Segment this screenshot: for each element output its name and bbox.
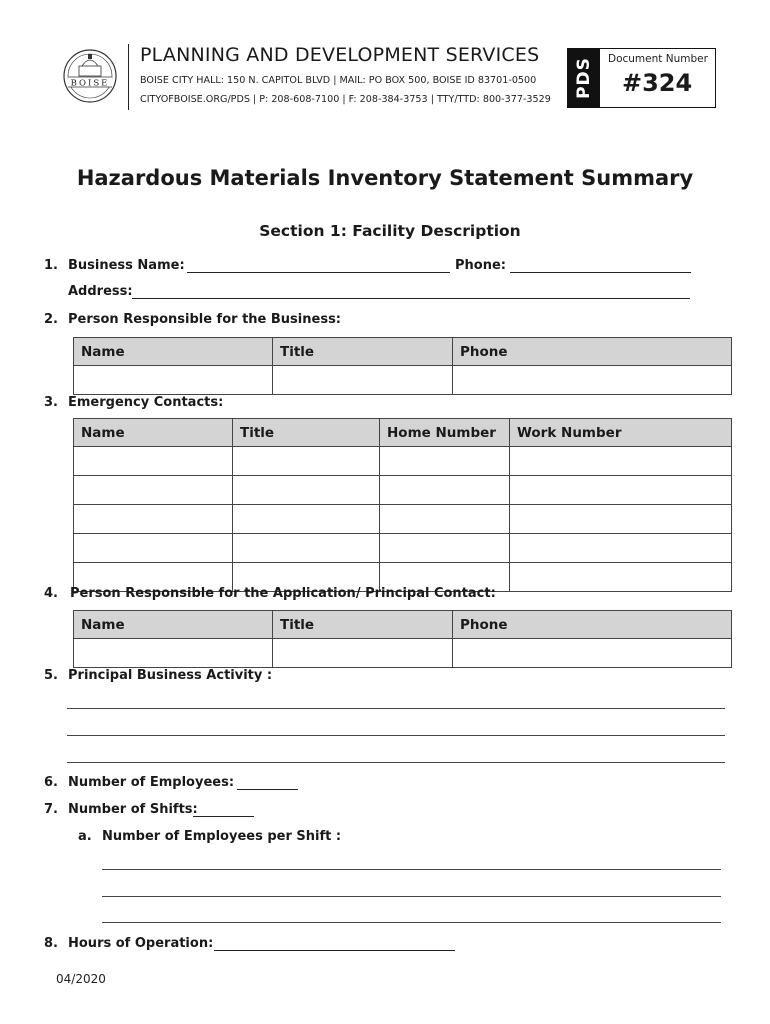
table-cell[interactable] [453, 366, 732, 395]
table-cell[interactable] [453, 639, 732, 668]
person-responsible-table [73, 337, 732, 395]
revision-date: 04/2020 [56, 972, 106, 986]
business-activity-label: Principal Business Activity : [68, 668, 273, 683]
employees-per-shift-line[interactable] [102, 896, 721, 897]
emergency-contacts-table [73, 418, 732, 592]
q7a-letter: a. [78, 829, 92, 844]
table-header: Phone [453, 338, 732, 366]
table-cell[interactable] [74, 534, 233, 563]
table-cell[interactable] [233, 476, 380, 505]
document-number: #324 [622, 69, 693, 97]
hours-operation-label: Hours of Operation: [68, 936, 214, 951]
table-cell[interactable] [510, 563, 732, 592]
section-heading: Section 1: Facility Description [259, 222, 521, 240]
q5-number: 5. [44, 668, 58, 683]
pds-tab: PDS [568, 49, 600, 107]
employees-per-shift-line[interactable] [102, 869, 721, 870]
num-shifts-label: Number of Shifts: [68, 802, 198, 817]
logo-text: BOISE [70, 78, 110, 89]
table-cell[interactable] [74, 366, 273, 395]
q8-number: 8. [44, 936, 58, 951]
num-employees-field[interactable] [237, 789, 298, 790]
table-cell[interactable] [510, 505, 732, 534]
header-divider [128, 44, 129, 110]
principal-contact-label: Person Responsible for the Application/ Principal Contact: [70, 586, 496, 601]
q7-number: 7. [44, 802, 58, 817]
business-activity-line[interactable] [67, 762, 725, 763]
table-header: Work Number [510, 419, 732, 447]
table-cell[interactable] [74, 476, 233, 505]
table-cell[interactable] [380, 447, 510, 476]
form-title: Hazardous Materials Inventory Statement Summary [76, 166, 694, 190]
contact-line: CITYOFBOISE.ORG/PDS | P: 208-608-7100 | F: 208-384-3753 | TTY/TTD: 800-377-3529 [140, 94, 551, 105]
table-cell[interactable] [380, 476, 510, 505]
business-activity-line[interactable] [67, 735, 725, 736]
table-cell[interactable] [273, 639, 453, 668]
business-activity-line[interactable] [67, 708, 725, 709]
emergency-contacts-label: Emergency Contacts: [68, 395, 224, 410]
table-cell[interactable] [380, 505, 510, 534]
address-line: BOISE CITY HALL: 150 N. CAPITOL BLVD | MAIL: PO BOX 500, BOISE ID 83701-0500 [140, 75, 537, 86]
q4-number: 4. [44, 586, 58, 601]
phone-label: Phone: [455, 258, 506, 273]
table-cell[interactable] [233, 447, 380, 476]
table-cell[interactable] [273, 366, 453, 395]
table-header: Name [74, 611, 273, 639]
table-header: Title [233, 419, 380, 447]
hours-operation-field[interactable] [214, 950, 455, 951]
table-cell[interactable] [510, 534, 732, 563]
q2-number: 2. [44, 312, 58, 327]
table-cell[interactable] [380, 534, 510, 563]
table-header: Name [74, 338, 273, 366]
employees-per-shift-label: Number of Employees per Shift : [102, 829, 342, 844]
city-seal-logo [62, 48, 118, 104]
principal-contact-table [73, 610, 732, 668]
person-responsible-label: Person Responsible for the Business: [68, 312, 341, 327]
num-shifts-field[interactable] [193, 816, 254, 817]
table-cell[interactable] [74, 639, 273, 668]
table-cell[interactable] [74, 447, 233, 476]
table-cell[interactable] [233, 505, 380, 534]
q3-number: 3. [44, 395, 58, 410]
org-name: PLANNING AND DEVELOPMENT SERVICES [140, 44, 540, 66]
table-cell[interactable] [510, 447, 732, 476]
q1-number: 1. [44, 258, 58, 273]
table-cell[interactable] [510, 476, 732, 505]
q6-number: 6. [44, 775, 58, 790]
table-header: Title [273, 611, 453, 639]
document-number-label: Document Number [608, 53, 708, 65]
address-field[interactable] [132, 298, 690, 299]
document-number-box [567, 48, 716, 108]
num-employees-label: Number of Employees: [68, 775, 235, 790]
table-header: Phone [453, 611, 732, 639]
table-header: Home Number [380, 419, 510, 447]
table-cell[interactable] [233, 534, 380, 563]
table-cell[interactable] [74, 505, 233, 534]
employees-per-shift-line[interactable] [102, 922, 721, 923]
table-header: Title [273, 338, 453, 366]
business-name-field[interactable] [187, 272, 450, 273]
address-label: Address: [68, 284, 133, 299]
business-name-label: Business Name: [68, 258, 185, 273]
phone-field[interactable] [510, 272, 691, 273]
table-header: Name [74, 419, 233, 447]
